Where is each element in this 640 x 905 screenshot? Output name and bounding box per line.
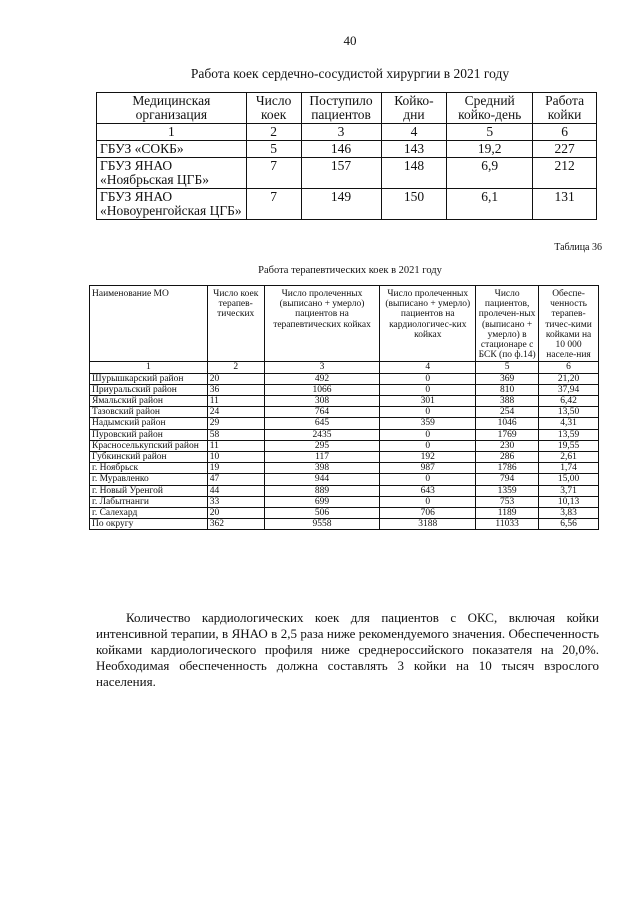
table-cell: 506 <box>264 508 380 519</box>
column-number: 3 <box>264 362 380 373</box>
table-cell: 254 <box>476 407 539 418</box>
table2-caption: Таблица 36 <box>554 242 602 253</box>
table-cell: 359 <box>380 418 476 429</box>
table2-header: Число пациентов, пролечен-ных (выписано + умерло) в стационаре с БСК (по ф.14) <box>476 286 539 362</box>
table-cell: 3188 <box>380 519 476 530</box>
table1-header-row <box>97 93 597 124</box>
table-cell: 0 <box>380 407 476 418</box>
table-cell: 20 <box>207 508 264 519</box>
table-cell: 9558 <box>264 519 380 530</box>
table-row <box>90 440 599 451</box>
page-number: 40 <box>343 33 357 48</box>
table-row <box>90 474 599 485</box>
table-cell: Губкинский район <box>90 452 208 463</box>
table-cell: 362 <box>207 519 264 530</box>
table-row <box>90 452 599 463</box>
table-cell: 47 <box>207 474 264 485</box>
table2-column-numbers <box>90 362 599 373</box>
column-number: 5 <box>447 124 533 141</box>
table-cell: 1189 <box>476 508 539 519</box>
table-cell: 645 <box>264 418 380 429</box>
table2-header: Число пролеченных (выписано + умерло) пациентов на кардиологичес-ких койках <box>380 286 476 362</box>
table-cell: 143 <box>381 141 447 158</box>
table-cell: 301 <box>380 396 476 407</box>
table-cell: Приуральский район <box>90 384 208 395</box>
table-cell: 146 <box>301 141 381 158</box>
table-cell: 6,1 <box>447 189 533 220</box>
table-cell: 764 <box>264 407 380 418</box>
table1-header: Поступило пациентов <box>301 93 381 124</box>
table-cell: 706 <box>380 508 476 519</box>
table-row <box>90 463 599 474</box>
table-cell: 7 <box>246 158 301 189</box>
table-row <box>97 189 597 220</box>
table-cell: 150 <box>381 189 447 220</box>
column-number: 5 <box>476 362 539 373</box>
table-cell: 2435 <box>264 429 380 440</box>
table1-header: Медицинская организация <box>97 93 247 124</box>
table-row <box>90 496 599 507</box>
column-number: 1 <box>97 124 247 141</box>
table-cell: По округу <box>90 519 208 530</box>
column-number: 2 <box>246 124 301 141</box>
table-cell: г. Новый Уренгой <box>90 485 208 496</box>
table-cell: 388 <box>476 396 539 407</box>
table-cell: 44 <box>207 485 264 496</box>
table-cell: г. Муравленко <box>90 474 208 485</box>
table-row <box>90 373 599 384</box>
table-cell: 492 <box>264 373 380 384</box>
table-cell: 753 <box>476 496 539 507</box>
table1-column-numbers <box>97 124 597 141</box>
table2-header-row <box>90 286 599 362</box>
table-cell: 212 <box>533 158 597 189</box>
table-cell: 944 <box>264 474 380 485</box>
table1-header: Койко-дни <box>381 93 447 124</box>
table-cell: 11 <box>207 396 264 407</box>
column-number: 3 <box>301 124 381 141</box>
table-cell: ГБУЗ ЯНАО «Новоуренгойская ЦГБ» <box>97 189 247 220</box>
table1 <box>96 92 597 220</box>
table-row <box>97 158 597 189</box>
table2-header: Число пролеченных (выписано + умерло) пациентов на терапевтических койках <box>264 286 380 362</box>
table-cell: 29 <box>207 418 264 429</box>
table-cell: 0 <box>380 384 476 395</box>
table-row <box>90 396 599 407</box>
table-cell: г. Лабытнанги <box>90 496 208 507</box>
table-cell: 0 <box>380 474 476 485</box>
table-cell: Шурышкарский район <box>90 373 208 384</box>
table-cell: г. Салехард <box>90 508 208 519</box>
table-row <box>97 141 597 158</box>
table-row <box>90 384 599 395</box>
table-cell: 1359 <box>476 485 539 496</box>
table-cell: 3,71 <box>539 485 599 496</box>
table1-header: Средний койко-день <box>447 93 533 124</box>
table-cell: 6,56 <box>539 519 599 530</box>
table-cell: 117 <box>264 452 380 463</box>
table-row-total <box>90 519 599 530</box>
table2-title: Работа терапевтических коек в 2021 году <box>258 265 442 276</box>
column-number: 6 <box>533 124 597 141</box>
table-row <box>90 429 599 440</box>
table2-header: Число коек терапев-тических <box>207 286 264 362</box>
table-cell: 227 <box>533 141 597 158</box>
table-cell: 2,61 <box>539 452 599 463</box>
table-row <box>90 407 599 418</box>
table-cell: 19 <box>207 463 264 474</box>
table-cell: 0 <box>380 496 476 507</box>
table-cell: 149 <box>301 189 381 220</box>
table-cell: 369 <box>476 373 539 384</box>
table1-header: Работа койки <box>533 93 597 124</box>
table-cell: 24 <box>207 407 264 418</box>
table-cell: 643 <box>380 485 476 496</box>
table-cell: 192 <box>380 452 476 463</box>
table-cell: 11033 <box>476 519 539 530</box>
table-cell: 308 <box>264 396 380 407</box>
column-number: 4 <box>381 124 447 141</box>
table2-header: Наименование МО <box>90 286 208 362</box>
column-number: 2 <box>207 362 264 373</box>
table-row <box>90 418 599 429</box>
table-row <box>90 508 599 519</box>
table-cell: 0 <box>380 440 476 451</box>
table-cell: г. Ноябрьск <box>90 463 208 474</box>
table-cell: 58 <box>207 429 264 440</box>
table-cell: 0 <box>380 429 476 440</box>
table-cell: 19,55 <box>539 440 599 451</box>
table2 <box>89 285 599 530</box>
table-cell: 10 <box>207 452 264 463</box>
table-cell: 157 <box>301 158 381 189</box>
table-cell: 810 <box>476 384 539 395</box>
table-row <box>90 485 599 496</box>
table-cell: 6,42 <box>539 396 599 407</box>
table-cell: Ямальский район <box>90 396 208 407</box>
table-cell: 1,74 <box>539 463 599 474</box>
table-cell: Тазовский район <box>90 407 208 418</box>
table-cell: 4,31 <box>539 418 599 429</box>
table-cell: 1769 <box>476 429 539 440</box>
table-cell: 295 <box>264 440 380 451</box>
column-number: 1 <box>90 362 208 373</box>
table-cell: ГБУЗ «СОКБ» <box>97 141 247 158</box>
table-cell: Пуровский район <box>90 429 208 440</box>
table-cell: 15,00 <box>539 474 599 485</box>
table-cell: 21,20 <box>539 373 599 384</box>
table-cell: 148 <box>381 158 447 189</box>
table-cell: 7 <box>246 189 301 220</box>
table-cell: 889 <box>264 485 380 496</box>
table-cell: 36 <box>207 384 264 395</box>
table-cell: 10,13 <box>539 496 599 507</box>
table-cell: 987 <box>380 463 476 474</box>
table-cell: 5 <box>246 141 301 158</box>
table-cell: 286 <box>476 452 539 463</box>
column-number: 4 <box>380 362 476 373</box>
body-paragraph: Количество кардиологических коек для пациентов с ОКС, включая койки интенсивной терапии, в ЯНАО в 2,5 раза ниже рекомендуемого значения. Обеспеченность койками кардиологического профиля ниже среднероссийского показателя на 20,0%. Необходимая обеспеченность должна составлять 3 койки на 10 тысяч взрослого населения. <box>96 610 599 689</box>
table-cell: 131 <box>533 189 597 220</box>
table-cell: ГБУЗ ЯНАО «Ноябрьская ЦГБ» <box>97 158 247 189</box>
table-cell: 20 <box>207 373 264 384</box>
table1-header: Число коек <box>246 93 301 124</box>
table-cell: 6,9 <box>447 158 533 189</box>
table-cell: 1786 <box>476 463 539 474</box>
table-cell: 398 <box>264 463 380 474</box>
table-cell: 13,50 <box>539 407 599 418</box>
table-cell: Красноселькупский район <box>90 440 208 451</box>
table-cell: 3,83 <box>539 508 599 519</box>
table-cell: 33 <box>207 496 264 507</box>
table-cell: 1066 <box>264 384 380 395</box>
table-cell: 794 <box>476 474 539 485</box>
table-cell: 699 <box>264 496 380 507</box>
table-cell: 11 <box>207 440 264 451</box>
table2-header: Обеспе-ченность терапев-тичес-кими койками на 10 000 населе-ния <box>539 286 599 362</box>
table-cell: 0 <box>380 373 476 384</box>
table-cell: Надымский район <box>90 418 208 429</box>
table-cell: 13,59 <box>539 429 599 440</box>
table-cell: 230 <box>476 440 539 451</box>
table1-title: Работа коек сердечно-сосудистой хирургии в 2021 году <box>190 66 510 81</box>
table-cell: 19,2 <box>447 141 533 158</box>
column-number: 6 <box>539 362 599 373</box>
table-cell: 37,94 <box>539 384 599 395</box>
table-cell: 1046 <box>476 418 539 429</box>
